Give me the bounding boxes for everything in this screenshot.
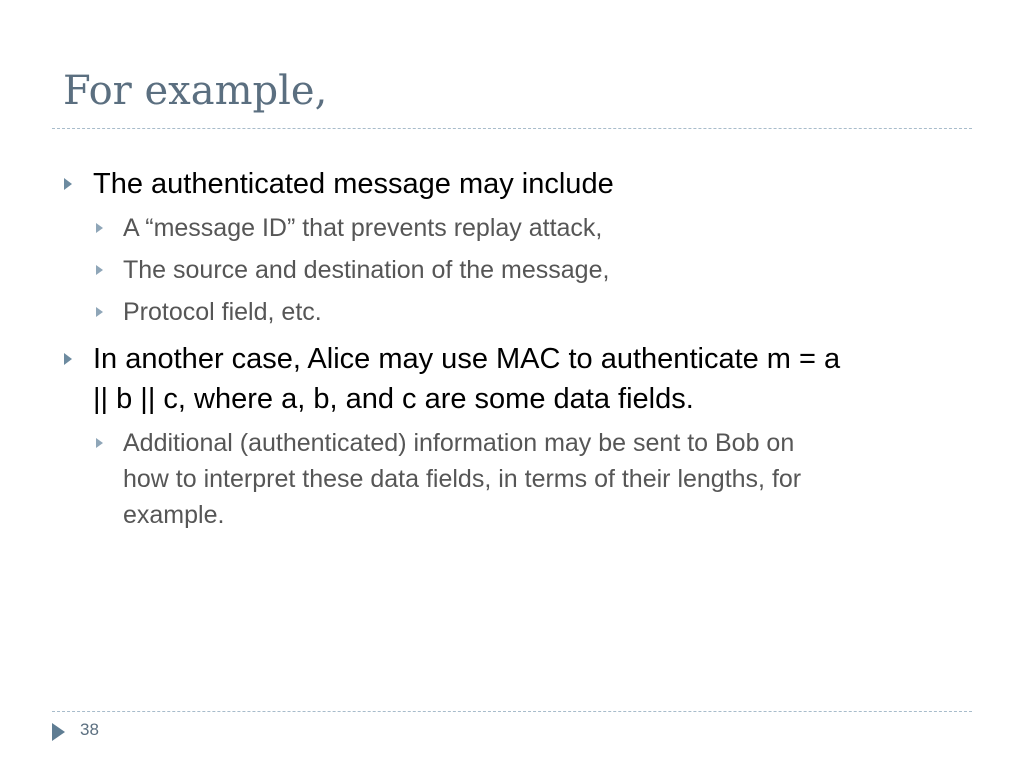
bullet-level2-line: Additional (authenticated) information may be sent to Bob on bbox=[123, 429, 795, 457]
bullet-arrow-icon bbox=[96, 307, 103, 317]
bullet-arrow-icon bbox=[64, 178, 72, 190]
bullet-arrow-icon bbox=[96, 438, 103, 448]
bullet-level2-line: how to interpret these data fields, in terms of their lengths, for bbox=[123, 465, 802, 493]
bullet-arrow-icon bbox=[96, 223, 103, 233]
bullet-level1-line: The authenticated message may include bbox=[93, 168, 614, 200]
bullet-level2-line: Protocol field, etc. bbox=[123, 298, 322, 326]
bullet-arrow-icon bbox=[64, 353, 72, 365]
bullet-level2-line: example. bbox=[123, 501, 225, 529]
bullet-level2-line: The source and destination of the message, bbox=[123, 256, 610, 284]
bullet-arrow-icon bbox=[96, 265, 103, 275]
slide-title: For example, bbox=[63, 68, 328, 114]
footer-arrow-icon bbox=[52, 723, 65, 741]
bullet-level1-line: || b || c, where a, b, and c are some data fields. bbox=[93, 383, 694, 415]
page-number: 38 bbox=[80, 720, 99, 739]
footer-divider bbox=[52, 711, 972, 712]
bullet-level2-line: A “message ID” that prevents replay attack, bbox=[123, 214, 603, 242]
bullet-level1-line: In another case, Alice may use MAC to authenticate m = a bbox=[93, 343, 841, 375]
